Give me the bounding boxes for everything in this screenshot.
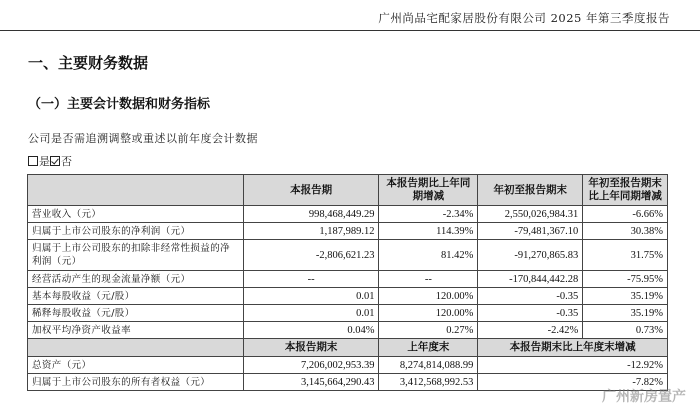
row-label: 归属于上市公司股东的所有者权益（元） — [28, 374, 244, 391]
yes-checkbox-icon — [28, 156, 38, 166]
cell-value: -0.35 — [478, 288, 583, 305]
no-checkbox-checked-icon — [50, 156, 60, 166]
cell-value: -- — [243, 271, 379, 288]
table2-header-change: 本报告期末比上年度末增减 — [478, 339, 668, 357]
cell-value: 120.00% — [379, 288, 478, 305]
cell-value: 0.27% — [379, 322, 478, 339]
table-row — [28, 223, 668, 240]
cell-value: -2.34% — [379, 206, 478, 223]
cell-value: 1,187,989.12 — [243, 223, 379, 240]
row-label: 加权平均净资产收益率 — [28, 322, 244, 339]
cell-value: 2,550,026,984.31 — [478, 206, 583, 223]
table1-header-current-yoy: 本报告期比上年同期增减 — [379, 175, 478, 206]
cell-value: 7,206,002,953.39 — [243, 357, 379, 374]
watermark: 广州新房置产 — [602, 389, 686, 405]
subsection-title: （一）主要会计数据和财务指标 — [28, 97, 211, 112]
cell-value: 0.01 — [243, 288, 379, 305]
restatement-question: 公司是否需追溯调整或重述以前年度会计数据 — [28, 132, 258, 145]
cell-value: 35.19% — [583, 288, 668, 305]
cell-value: 998,468,449.29 — [243, 206, 379, 223]
cell-value: 0.01 — [243, 305, 379, 322]
report-header-title: 广州尚品宅配家居股份有限公司 2025 年第三季度报告 — [378, 11, 670, 25]
restatement-answer — [28, 153, 72, 169]
cell-value: 0.73% — [583, 322, 668, 339]
table-row — [28, 240, 668, 271]
cell-value: 81.42% — [379, 240, 478, 271]
row-label: 基本每股收益（元/股） — [28, 288, 244, 305]
cell-value: -75.95% — [583, 271, 668, 288]
table-row — [28, 322, 668, 339]
cell-value: -7.82% — [478, 374, 668, 391]
table-row — [28, 288, 668, 305]
cell-value: -0.35 — [478, 305, 583, 322]
table-row — [28, 357, 668, 374]
cell-value: 3,145,664,290.43 — [243, 374, 379, 391]
table-row — [28, 271, 668, 288]
cell-value: -91,270,865.83 — [478, 240, 583, 271]
table1-header-row — [28, 175, 668, 206]
table-row — [28, 206, 668, 223]
table1-header-ytd: 年初至报告期末 — [478, 175, 583, 206]
table2-header-period-end: 本报告期末 — [243, 339, 379, 357]
cell-value: 31.75% — [583, 240, 668, 271]
row-label: 总资产（元） — [28, 357, 244, 374]
table2-header-blank — [28, 339, 244, 357]
cell-value: 30.38% — [583, 223, 668, 240]
cell-value: -2.42% — [478, 322, 583, 339]
table-row — [28, 305, 668, 322]
cell-value: 120.00% — [379, 305, 478, 322]
cell-value: -170,844,442.28 — [478, 271, 583, 288]
cell-value: -6.66% — [583, 206, 668, 223]
cell-value: 3,412,568,992.53 — [379, 374, 478, 391]
table2-header-prior-year-end: 上年度末 — [379, 339, 478, 357]
cell-value: -2,806,621.23 — [243, 240, 379, 271]
row-label: 归属于上市公司股东的净利润（元） — [28, 223, 244, 240]
cell-value: 8,274,814,088.99 — [379, 357, 478, 374]
header-rule — [0, 30, 700, 31]
financial-indicators-table — [27, 174, 668, 391]
cell-value: -12.92% — [478, 357, 668, 374]
table1-header-blank — [28, 175, 244, 206]
section-title: 一、主要财务数据 — [28, 54, 149, 72]
row-label: 经营活动产生的现金流量净额（元） — [28, 271, 244, 288]
table1-header-current-period: 本报告期 — [243, 175, 379, 206]
table-row — [28, 374, 668, 391]
row-label: 稀释每股收益（元/股） — [28, 305, 244, 322]
table1-header-ytd-yoy: 年初至报告期末比上年同期增减 — [583, 175, 668, 206]
table2-header-row — [28, 339, 668, 357]
row-label: 营业收入（元） — [28, 206, 244, 223]
cell-value: -79,481,367.10 — [478, 223, 583, 240]
cell-value: 35.19% — [583, 305, 668, 322]
no-label: 否 — [61, 155, 72, 168]
cell-value: 114.39% — [379, 223, 478, 240]
cell-value: 0.04% — [243, 322, 379, 339]
cell-value: -- — [379, 271, 478, 288]
yes-label: 是 — [39, 155, 50, 168]
row-label: 归属于上市公司股东的扣除非经常性损益的净利润（元） — [28, 240, 244, 271]
